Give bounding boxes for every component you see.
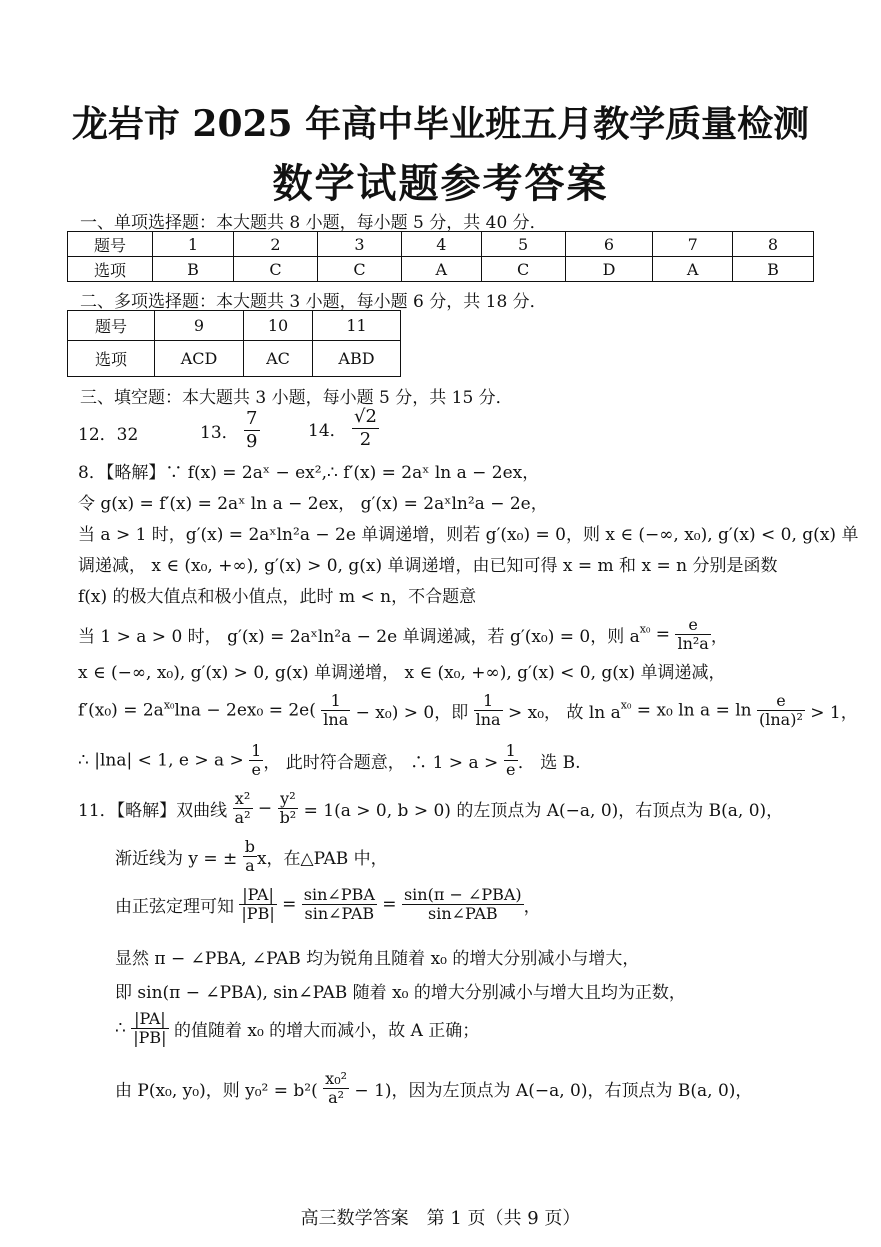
- q11-line-2: [115, 838, 388, 875]
- table-cell: 3: [317, 232, 401, 257]
- q8-line-6: [78, 616, 728, 653]
- table-cell: A: [653, 257, 733, 282]
- table-cell: C: [481, 257, 565, 282]
- answer-13-label: 13．: [200, 423, 239, 443]
- table-cell: C: [317, 257, 401, 282]
- numerator: x²: [233, 790, 253, 809]
- q8-line-3: 当 a > 1 时，g′(x) = 2aˣln²a − 2e 单调递增，则若 g′(x₀) = 0，则 x ∈ (−∞, x₀), g′(x) < 0, g(x) 单: [78, 525, 859, 545]
- section3-heading: 三、填空题：本大题共 3 小题，每小题 5 分，共 15 分．: [80, 388, 513, 408]
- fraction: [474, 692, 503, 729]
- row-header-number: 题号: [68, 232, 153, 257]
- row-header-number: 题号: [68, 311, 155, 341]
- fraction: [302, 886, 377, 923]
- numerator: sin(π − ∠PBA): [403, 885, 522, 904]
- q8-line-9: [78, 742, 581, 779]
- text: =: [276, 894, 302, 915]
- text: =: [650, 624, 676, 645]
- denominator: e: [251, 760, 261, 779]
- fraction: [239, 886, 276, 923]
- q11-line-7: [115, 1070, 752, 1107]
- answer-14-label: 14．: [308, 421, 347, 441]
- denominator: 9: [246, 431, 258, 452]
- numerator: 7: [246, 408, 258, 429]
- fraction: [757, 692, 805, 729]
- numerator: y²: [278, 790, 299, 809]
- table-cell: ABD: [313, 341, 401, 377]
- text: ，: [710, 627, 728, 647]
- text: ， 此时符合题意， ∴ 1 > a >: [263, 753, 504, 773]
- q8-line-1: 8．【略解】∵ f(x) = 2aˣ − ex²,∴ f′(x) = 2aˣ ln a − 2ex，: [78, 463, 540, 483]
- numerator: e: [757, 692, 805, 711]
- text: 的值随着 x₀ 的增大而减小，故 A 正确；: [168, 1021, 480, 1041]
- fraction: [321, 692, 350, 729]
- denominator: |PB|: [133, 1028, 167, 1047]
- text: f′(x₀) = 2a: [78, 700, 164, 721]
- table-cell: A: [401, 257, 481, 282]
- text: x，在△PAB 中，: [256, 849, 388, 869]
- q11-line-1: [78, 790, 783, 827]
- text: 由 P(x₀, y₀)，则 y₀² = b²(: [115, 1081, 318, 1101]
- numerator: 1: [321, 692, 350, 711]
- table-cell: ACD: [155, 341, 244, 377]
- numerator: 1: [505, 741, 516, 760]
- fraction: [131, 1010, 168, 1047]
- table-cell: 1: [153, 232, 234, 257]
- q8-line-2: 令 g(x) = f′(x) = 2aˣ ln a − 2ex， g′(x) = 2aˣln²a − 2e，: [78, 494, 548, 514]
- page-title: 龙岩市 2025 年高中毕业班五月教学质量检测: [71, 103, 810, 145]
- row-header-answer: 选项: [68, 341, 155, 377]
- answer-12: 12．32: [78, 425, 139, 445]
- row-header-answer: 选项: [68, 257, 153, 282]
- table-cell: 8: [732, 232, 813, 257]
- fraction: [233, 790, 253, 827]
- numerator: 1: [474, 692, 503, 711]
- q11-line-4: 显然 π − ∠PBA, ∠PAB 均为锐角且随着 x₀ 的增大分别减小与增大，: [115, 949, 640, 969]
- denominator: 2: [359, 429, 372, 450]
- q11-line-5: 即 sin(π − ∠PBA), sin∠PAB 随着 x₀ 的增大分别减小与增大且均为正数，: [115, 983, 686, 1003]
- table-cell: 9: [155, 311, 244, 341]
- answer-13: [200, 408, 260, 453]
- q8-line-8: [78, 692, 858, 729]
- numerator: b: [244, 837, 255, 856]
- text: ∴: [115, 1018, 132, 1039]
- table-cell: 7: [653, 232, 733, 257]
- q11-line-6: [115, 1010, 479, 1047]
- text: > 1，: [804, 703, 858, 723]
- answer-13-fraction: [244, 408, 259, 453]
- text: 由正弦定理可知: [115, 897, 234, 917]
- answer-14: [308, 406, 379, 451]
- section1-heading: 一、单项选择题：本大题共 8 小题，每小题 5 分，共 40 分．: [80, 213, 547, 233]
- fraction: [402, 886, 524, 923]
- numerator: |PA|: [131, 1010, 168, 1029]
- answer-14-fraction: [352, 406, 379, 451]
- table-cell: C: [233, 257, 317, 282]
- table-cell: 2: [233, 232, 317, 257]
- numerator: e: [675, 616, 710, 635]
- numerator: x₀²: [325, 1069, 348, 1088]
- denominator: e: [506, 760, 516, 779]
- denominator: sin∠PAB: [304, 904, 375, 923]
- denominator: (lna)²: [759, 710, 803, 729]
- table-cell: B: [153, 257, 234, 282]
- denominator: b²: [279, 808, 297, 827]
- denominator: lna: [323, 710, 349, 729]
- text: = 1(a > 0, b > 0) 的左顶点为 A(−a, 0)，右顶点为 B(a, 0)，: [298, 801, 784, 821]
- table-cell: B: [732, 257, 813, 282]
- superscript: x₀: [620, 698, 632, 712]
- page-subtitle: 数学试题参考答案: [272, 160, 609, 207]
- denominator: |PB|: [241, 904, 275, 923]
- text: ∴ |lna| < 1, e > a >: [78, 750, 250, 771]
- table-cell: D: [565, 257, 653, 282]
- fraction: [675, 616, 710, 653]
- q11-line-3: [115, 886, 541, 923]
- denominator: ln²a: [677, 634, 709, 653]
- table-cell: 4: [401, 232, 481, 257]
- table-cell: 10: [244, 311, 313, 341]
- text: lna − 2ex₀ = 2e(: [174, 700, 316, 721]
- text: > x₀， 故 ln a: [502, 703, 621, 723]
- single-choice-answer-table: [67, 231, 814, 282]
- denominator: lna: [475, 710, 501, 729]
- fraction: [278, 790, 299, 827]
- text: − 1)，因为左顶点为 A(−a, 0)，右顶点为 B(a, 0)，: [349, 1081, 753, 1101]
- q8-line-4: 调递减， x ∈ (x₀, +∞), g′(x) > 0, g(x) 单调递增，由已知可得 x = m 和 x = n 分别是函数: [78, 556, 778, 576]
- table-cell: 11: [313, 311, 401, 341]
- numerator: √2: [354, 406, 377, 427]
- page-footer: 高三数学答案 第 1 页（共 9 页）: [300, 1208, 581, 1229]
- text: ，: [523, 897, 541, 917]
- fraction: [243, 838, 257, 875]
- superscript: x₀: [163, 698, 175, 712]
- text: 渐近线为 y = ±: [115, 849, 238, 869]
- numerator: sin∠PBA: [303, 885, 375, 904]
- text: −: [252, 798, 278, 819]
- numerator: |PA|: [239, 886, 276, 905]
- text: ． 选 B.: [517, 753, 581, 773]
- q8-line-7: x ∈ (−∞, x₀), g′(x) > 0, g(x) 单调递增， x ∈ (x₀, +∞), g′(x) < 0, g(x) 单调递减，: [78, 663, 726, 683]
- text: − x₀) > 0，即: [350, 703, 474, 723]
- multi-choice-answer-table: [67, 310, 401, 377]
- denominator: sin∠PAB: [427, 904, 498, 923]
- q8-line-5: f(x) 的极大值点和极小值点，此时 m < n，不合题意: [78, 587, 477, 607]
- section2-heading: 二、多项选择题：本大题共 3 小题，每小题 6 分，共 18 分．: [80, 292, 547, 312]
- table-cell: AC: [244, 341, 313, 377]
- table-cell: 5: [481, 232, 565, 257]
- fraction: [504, 742, 518, 779]
- numerator: 1: [251, 741, 262, 760]
- superscript: x₀: [639, 622, 651, 636]
- table-cell: 6: [565, 232, 653, 257]
- fraction: [323, 1070, 349, 1107]
- fraction: [249, 742, 263, 779]
- text: 11．【略解】双曲线: [78, 801, 228, 821]
- denominator: a²: [328, 1088, 345, 1107]
- denominator: a²: [234, 808, 251, 827]
- text: 当 1 > a > 0 时， g′(x) = 2aˣln²a − 2e 单调递减，若 g′(x₀) = 0，则 a: [78, 627, 640, 647]
- denominator: a: [245, 856, 255, 875]
- text: =: [376, 894, 402, 915]
- text: = x₀ ln a = ln: [631, 700, 758, 721]
